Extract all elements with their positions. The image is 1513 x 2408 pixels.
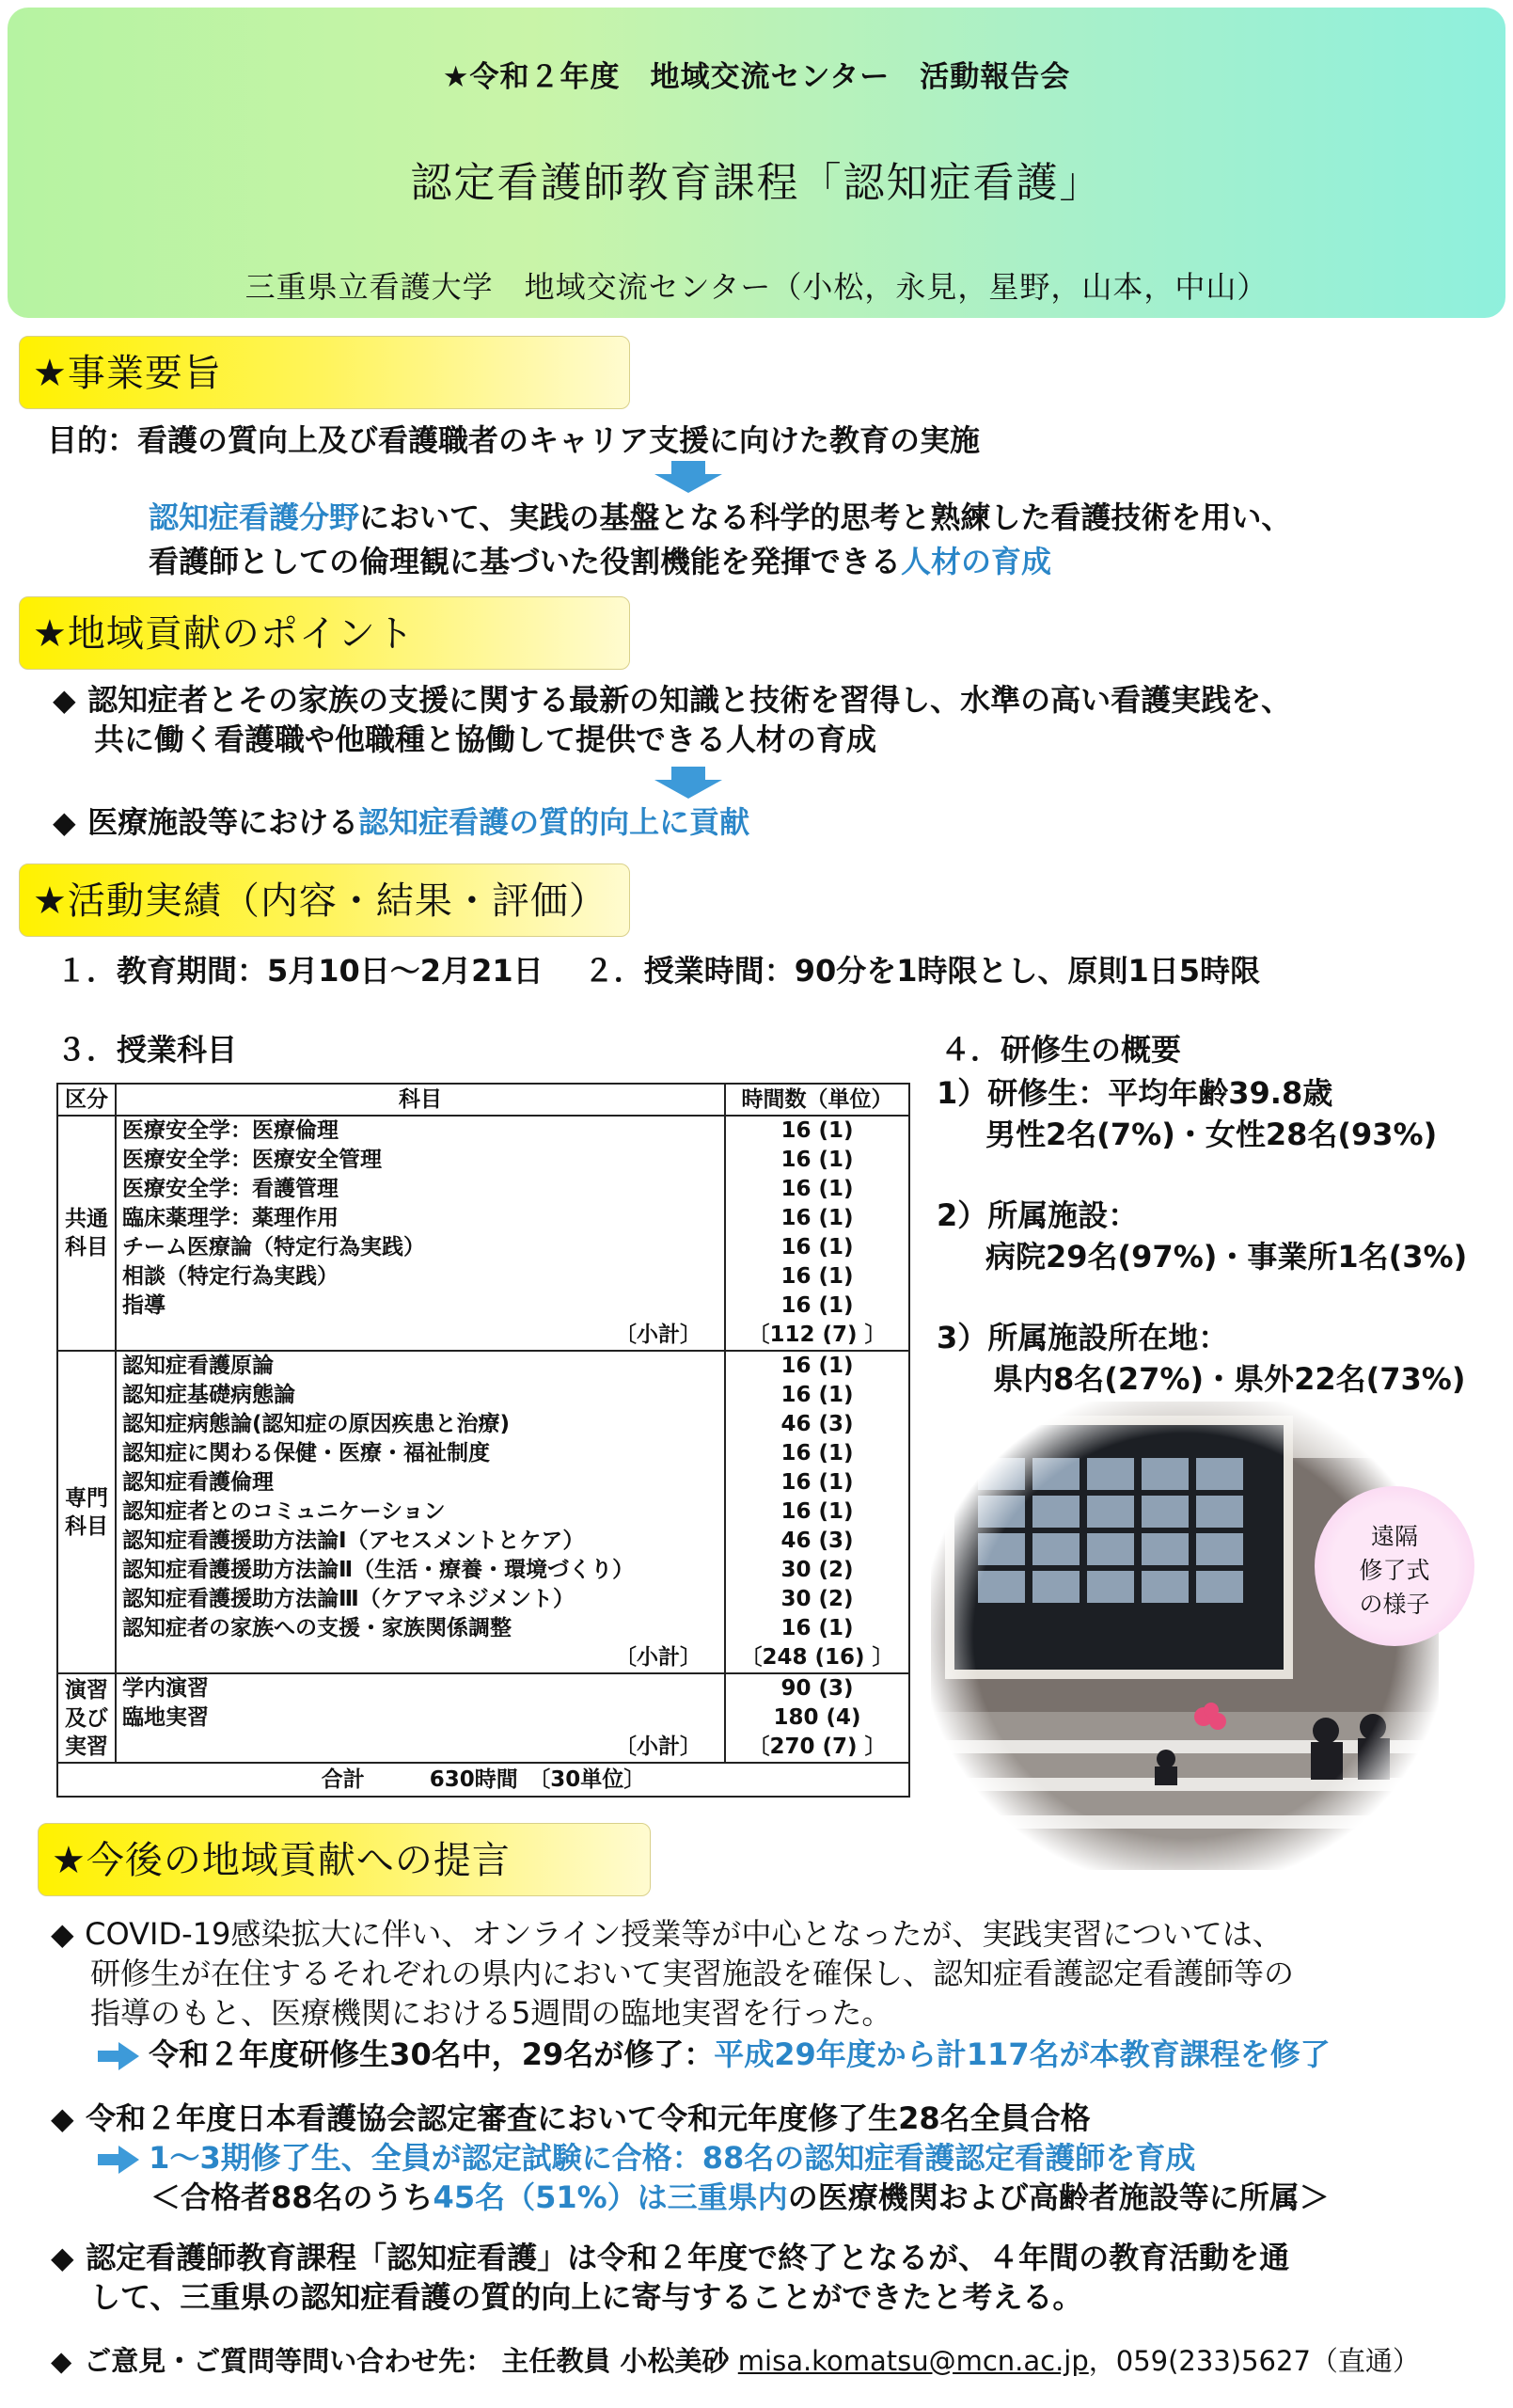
point-1-line-1 — [53, 681, 1291, 719]
table-cell: 指導 — [122, 1293, 165, 1318]
table-cell: 180 (4) — [773, 1705, 861, 1730]
table-cell: 認知症看護援助方法論Ⅱ（生活・療養・環境づくり） — [122, 1558, 635, 1582]
bullet-2-line-1 — [51, 2099, 1091, 2137]
caption-line: 遠隔 — [1370, 1523, 1418, 1550]
point-2-highlight: 認知症看護の質的向上に貢献 — [358, 804, 750, 840]
trainees-line-4: 病院29名(97%)・事業所1名(3%) — [985, 1239, 1468, 1275]
arrow-right-icon — [98, 2146, 139, 2174]
table-cell: 認知症者とのコミュニケーション — [122, 1499, 446, 1524]
table-cell: 16 (1) — [780, 1293, 854, 1318]
table-cell: 認知症病態論(認知症の原因疾患と治療) — [122, 1412, 511, 1436]
arrow-right-icon — [98, 2042, 139, 2070]
table-total: 合計 630時間 〔30単位〕 — [57, 1763, 909, 1797]
summary-line-1 — [149, 499, 1291, 536]
table-cell: 16 (1) — [780, 1441, 854, 1465]
table-cell: 30 (2) — [780, 1558, 854, 1582]
bullet-2-arrow-highlight: 1～3期修了生、全員が認定試験に合格：88名の認知症看護認定看護師を育成 — [149, 2140, 1196, 2176]
trainees-line-5: 3）所属施設所在地： — [937, 1320, 1229, 1355]
trainees-title: ４．研修生の概要 — [940, 1032, 1182, 1068]
hours-practice — [725, 1673, 909, 1763]
table-cell: 認知症基礎病態論 — [122, 1383, 295, 1407]
organization: 三重県立看護大学 地域交流センター（小松，永見，星野，山本，中山） — [244, 269, 1269, 305]
table-cell: 臨床薬理学：薬理作用 — [122, 1206, 339, 1230]
summary-line-2 — [149, 543, 1051, 580]
diamond-bullet-icon: ◆ — [51, 2345, 72, 2377]
subjects-title: ３．授業科目 — [56, 1032, 238, 1068]
table-cell: 16 (1) — [780, 1177, 854, 1201]
table-cell: 46 (3) — [780, 1412, 854, 1436]
bullet-2-text-1: 令和２年度日本看護協会認定審査において令和元年度修了生28名全員合格 — [86, 2100, 1091, 2136]
highlight-dementia-field: 認知症看護分野 — [149, 499, 360, 535]
diamond-bullet-icon: ◆ — [51, 1916, 74, 1952]
subtotal-label: 〔小計〕 — [615, 1645, 701, 1670]
header-category: 区分 — [57, 1084, 116, 1116]
category-practice: 演習 及び 実習 — [57, 1673, 116, 1763]
subtotal-value: 〔112 (7) 〕 — [748, 1323, 887, 1347]
table-cell: 16 (1) — [780, 1470, 854, 1495]
table-cell: 16 (1) — [780, 1206, 854, 1230]
bullet-1-arrow-highlight: 平成29年度から計117名が本教育課程を修了 — [714, 2036, 1331, 2072]
point-2 — [53, 803, 749, 841]
photo-caption-bubble — [1315, 1486, 1474, 1646]
table-cell: 学内演習 — [122, 1676, 209, 1701]
table-cell: 30 (2) — [780, 1587, 854, 1611]
bullet-1-arrow-line — [98, 2036, 1331, 2073]
hours-specialty — [725, 1351, 909, 1673]
table-cell: 相談（特定行為実践） — [122, 1264, 339, 1289]
subtotal-label: 〔小計〕 — [615, 1323, 701, 1347]
point-2-prefix: 医療施設等における — [87, 804, 359, 840]
group-practice — [57, 1673, 909, 1763]
table-cell: 医療安全学：医療倫理 — [122, 1118, 339, 1143]
arrow-down-icon — [651, 461, 726, 493]
bullet-2-highlight: 45名（51%）は三重県内 — [433, 2179, 788, 2215]
contact-label: ご意見・ご質問等問い合わせ先： — [84, 2345, 494, 2377]
contact-phone: ，059(233)5627（直通） — [1088, 2345, 1420, 2377]
table-header-row — [57, 1084, 909, 1116]
arrow-down-icon — [651, 767, 726, 799]
table-cell: 46 (3) — [780, 1529, 854, 1553]
diamond-bullet-icon: ◆ — [51, 2240, 74, 2275]
subtotal-label: 〔小計〕 — [615, 1735, 701, 1759]
bullet-1-text-1: COVID-19感染拡大に伴い、オンライン授業等が中心となったが、実践実習については、 — [85, 1916, 1283, 1952]
bullet-3-text-1: 認定看護師教育課程「認知症看護」は令和２年度で終了となるが、４年間の教育活動を通 — [86, 2240, 1290, 2275]
table-cell: 認知症看護倫理 — [122, 1470, 274, 1495]
group-specialty — [57, 1351, 909, 1673]
group-common — [57, 1116, 909, 1351]
diamond-bullet-icon: ◆ — [53, 682, 76, 718]
bullet-2-text-b: の医療機関および高齢者施設等に所属＞ — [787, 2179, 1330, 2215]
subtotal-value: 〔270 (7) 〕 — [748, 1735, 887, 1759]
table-cell: 認知症者の家族への支援・家族関係調整 — [122, 1616, 512, 1640]
trainees-line-2: 男性2名(7%)・女性28名(93%) — [985, 1117, 1438, 1152]
section-heading-results: ★活動実績（内容・結果・評価） — [19, 863, 630, 937]
table-cell: 臨地実習 — [122, 1705, 209, 1730]
event-title: ★令和２年度 地域交流センター 活動報告会 — [442, 60, 1071, 94]
table-cell: 認知症看護援助方法論Ⅲ（ケアマネジメント） — [122, 1587, 575, 1611]
contact-email-link[interactable]: misa.komatsu@mcn.ac.jp — [737, 2345, 1089, 2377]
table-cell: チーム医療論（特定行為実践） — [122, 1235, 425, 1259]
bullet-1-line-3: 指導のもと、医療機関における5週間の臨地実習を行った。 — [90, 1995, 892, 2031]
subjects-common — [116, 1116, 725, 1351]
table-cell: 認知症に関わる保健・医療・福祉制度 — [122, 1441, 490, 1465]
table-cell: 認知症看護援助方法論Ⅰ（アセスメントとケア） — [122, 1529, 585, 1553]
highlight-talent: 人材の育成 — [901, 544, 1052, 579]
table-cell: 16 (1) — [780, 1383, 854, 1407]
bullet-2-line-3 — [150, 2178, 1330, 2216]
diamond-bullet-icon: ◆ — [51, 2100, 74, 2136]
header-hours: 時間数（単位） — [725, 1084, 909, 1116]
purpose-text: 目的：看護の質向上及び看護職者のキャリア支援に向けた教育の実施 — [47, 422, 981, 458]
subjects-table — [56, 1083, 910, 1798]
summary-line-1-rest: において、実践の基盤となる科学的思考と熟練した看護技術を用い、 — [359, 499, 1292, 535]
bullet-3-line-1 — [51, 2239, 1289, 2276]
caption-line: の様子 — [1359, 1591, 1430, 1618]
table-cell: 90 (3) — [780, 1676, 854, 1701]
total-row — [57, 1763, 909, 1797]
contact-line — [51, 2342, 1420, 2380]
bullet-1-line-1 — [51, 1915, 1283, 1953]
summary-line-2-text: 看護師としての倫理観に基づいた役割機能を発揮できる — [149, 544, 902, 579]
table-cell: 16 (1) — [780, 1354, 854, 1378]
category-common: 共通 科目 — [57, 1116, 116, 1351]
bullet-1-arrow-text: 令和２年度研修生30名中，29名が修了： — [149, 2036, 715, 2072]
caption-line: 修了式 — [1359, 1557, 1430, 1584]
table-cell: 16 (1) — [780, 1264, 854, 1289]
page-title: 認定看護師教育課程「認知症看護」 — [410, 159, 1103, 207]
section-heading-proposals: ★今後の地域貢献への提言 — [38, 1823, 651, 1896]
diamond-bullet-icon: ◆ — [53, 804, 76, 840]
table-cell: 16 (1) — [780, 1499, 854, 1524]
table-cell: 認知症看護原論 — [122, 1354, 274, 1378]
contact-name: 主任教員 小松美砂 — [501, 2345, 730, 2377]
table-cell: 医療安全学：看護管理 — [122, 1177, 339, 1201]
bullet-1-line-2: 研修生が在住するそれぞれの県内において実習施設を確保し、認知症看護認定看護師等の — [90, 1956, 1295, 1991]
trainees-line-3: 2）所属施設： — [937, 1197, 1139, 1233]
bullet-2-text-a: ＜合格者88名のうち — [150, 2179, 433, 2215]
trainees-line-1: 1）研修生：平均年齢39.8歳 — [937, 1075, 1333, 1111]
hours-common — [725, 1116, 909, 1351]
bullet-3-line-2: して、三重県の認知症看護の質的向上に寄与することができたと考える。 — [90, 2279, 1083, 2315]
category-specialty: 専門 科目 — [57, 1351, 116, 1673]
point-1-text-1: 認知症者とその家族の支援に関する最新の知識と技術を習得し、水準の高い看護実践を、 — [87, 682, 1292, 718]
table-cell: 16 (1) — [780, 1148, 854, 1172]
subjects-practice — [116, 1673, 725, 1763]
subjects-specialty — [116, 1351, 725, 1673]
section-heading-points: ★地域貢献のポイント — [19, 596, 630, 670]
header-subject: 科目 — [116, 1084, 725, 1116]
table-cell: 16 (1) — [780, 1118, 854, 1143]
subtotal-value: 〔248 (16) 〕 — [740, 1645, 894, 1670]
section-heading-summary: ★事業要旨 — [19, 336, 630, 409]
bullet-2-arrow-line — [98, 2139, 1195, 2177]
trainees-line-6: 県内8名(27%)・県外22名(73%) — [993, 1361, 1466, 1397]
table-cell: 16 (1) — [780, 1235, 854, 1259]
header-banner — [8, 8, 1505, 318]
table-cell: 16 (1) — [780, 1616, 854, 1640]
point-1-line-2: 共に働く看護職や他職種と協働して提供できる人材の育成 — [94, 721, 877, 757]
period-text: １．教育期間：5月10日～2月21日 ２．授業時間：90分を1時限とし、原則1日5時限 — [56, 953, 1261, 989]
table-cell: 医療安全学：医療安全管理 — [122, 1148, 382, 1172]
